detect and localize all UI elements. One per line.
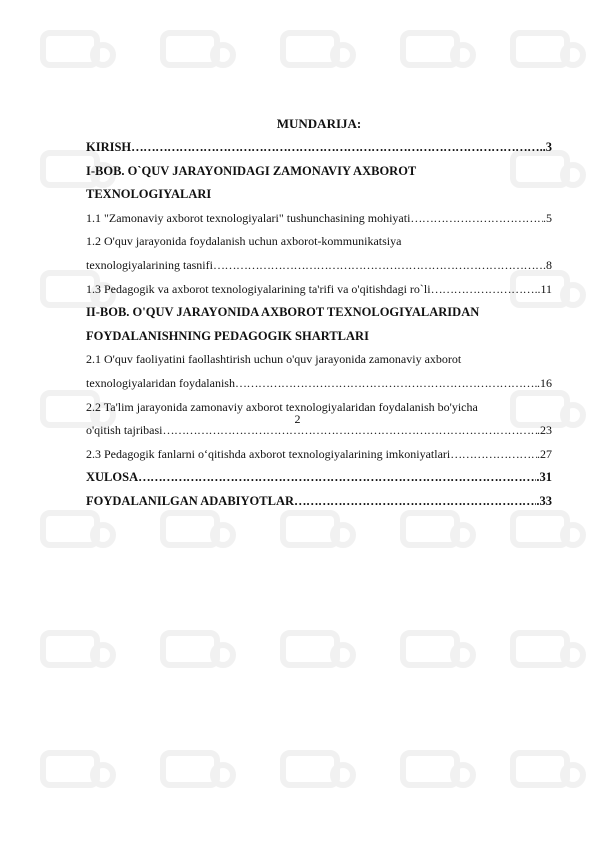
toc-entry-label: 1.1 "Zamonaviy axborot texnologiyalari" tushunchasining mohiyati [86,210,411,225]
toc-chapter-2-line-2[interactable]: FOYDALANISHNING PEDAGOGIK SHARTLARI [86,328,369,343]
toc-chapter-1-line-2[interactable]: TEXNOLOGIYALARI [86,187,212,202]
toc-entry-1-2[interactable] [86,254,552,278]
toc-chapter-2-line-1[interactable]: II-BOB. O'QUV JARAYONIDA AXBOROT TEXNOLOGIYALARIDAN [86,305,480,320]
dot-leader [213,254,543,278]
dot-leader [450,443,537,467]
dot-leader [294,490,536,514]
dot-leader [131,136,542,160]
toc-entry-page: .31 [536,470,552,485]
toc-entry-xulosa[interactable] [86,466,552,490]
dot-leader [431,278,538,302]
toc-entry-label: KIRISH [86,140,132,154]
table-of-contents [86,113,552,514]
toc-entry-label: XULOSA [86,470,139,485]
toc-entry-2-1[interactable] [86,372,552,396]
toc-entry-label: o'qitish tajribasi [86,423,163,438]
toc-entry-2-1-line-1[interactable]: 2.1 O'quv faoliyatini faollashtirish uchun o'quv jarayonida zamonaviy axborot [86,352,462,367]
toc-chapter-1-line-1[interactable]: I-BOB. O`QUV JARAYONIDAGI ZAMONAVIY AXBOROT [86,163,417,178]
toc-entry-2-3[interactable] [86,443,552,467]
dot-leader [235,372,537,396]
toc-entry-kirish[interactable] [86,136,552,160]
toc-entry-label: 2.3 Pedagogik fanlarni o‘qitishda axborot texnologiyalarining imkoniyatlari [86,446,451,461]
page-number: 2 [294,412,301,426]
toc-entry-page: .27 [537,446,552,461]
toc-entry-1-3[interactable] [86,278,552,302]
toc-entry-label: texnologiyalarining tasnifi [86,257,213,272]
toc-entry-page: .8 [543,257,552,272]
toc-entry-label: texnologiyalaridan foydalanish [86,375,235,390]
dot-leader [138,466,536,490]
toc-entry-page: .3 [542,140,552,154]
toc-title: MUNDARIJA: [276,116,362,131]
toc-entry-label: 1.3 Pedagogik va axborot texnologiyalarining ta'rifi va o'qitishdagi ro`li [86,281,431,296]
toc-entry-page: .33 [536,493,552,508]
toc-entry-1-2-line-1[interactable]: 1.2 O'quv jarayonida foydalanish uchun axborot-kommunikatsiya [86,234,402,249]
toc-entry-adabiyotlar[interactable] [86,490,552,514]
toc-entry-2-2-line-1[interactable]: 2.2 Ta'lim jarayonida zamonaviy axborot texnologiyalaridan foydalanish bo'yicha [86,399,478,414]
toc-entry-page: .11 [537,281,552,296]
toc-entry-1-1[interactable] [86,207,552,231]
toc-entry-page: .5 [543,210,552,225]
toc-entry-label: FOYDALANILGAN ADABIYOTLAR [86,493,295,508]
toc-entry-page: .16 [537,375,552,390]
toc-entry-page: .23 [537,423,552,438]
dot-leader [410,207,543,231]
